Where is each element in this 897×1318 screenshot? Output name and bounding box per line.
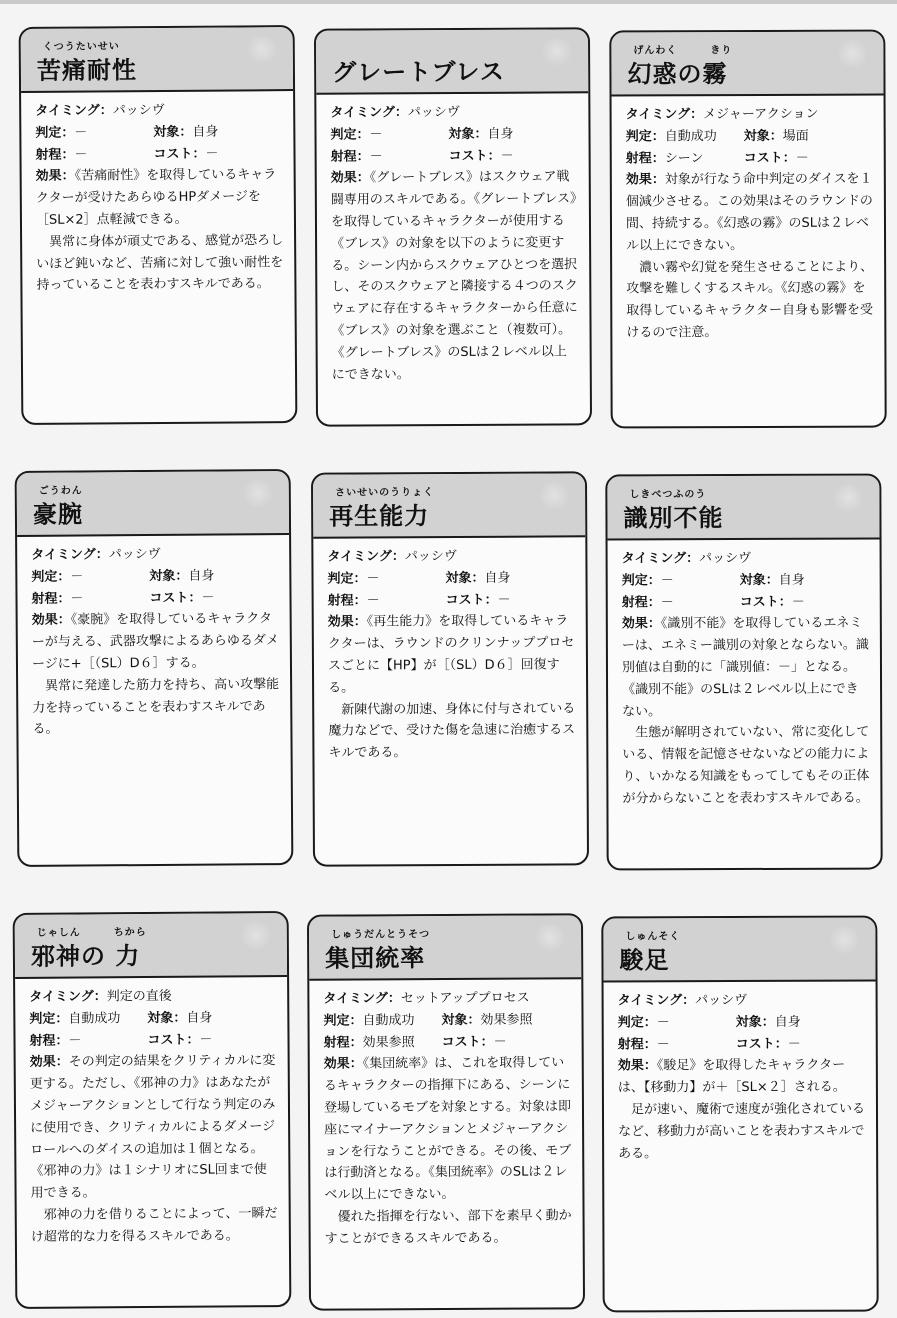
skill-card: [605, 474, 882, 871]
cost-value: －: [791, 594, 805, 610]
skill-title: 集団統率: [325, 944, 426, 973]
cost-value: －: [199, 1032, 213, 1048]
cost-label: コスト：: [735, 1036, 788, 1052]
check-label: 判定：: [625, 129, 665, 145]
range-value: －: [369, 148, 383, 165]
skill-card: [609, 30, 886, 429]
effect-label: 効果：: [327, 614, 367, 631]
target-value: 自身: [484, 570, 511, 586]
timing-label: タイミング：: [625, 107, 704, 123]
check-label: 判定：: [31, 569, 71, 585]
flavor-text: 異常に身体が頑丈である、感覚が恐ろしいほど鈍いなど、苦痛に対して強い耐性を持っていることを表わすスキルである。: [36, 232, 284, 294]
timing-value: セットアッププロセス: [400, 990, 530, 1007]
effect-label: 効果：: [617, 1058, 657, 1074]
effect-label: 効果：: [323, 1056, 363, 1073]
effect-label: 効果：: [35, 168, 75, 185]
check-label: 判定：: [621, 573, 661, 589]
range-label: 射程：: [31, 591, 71, 607]
cost-value: －: [205, 146, 219, 162]
range-label: 射程：: [330, 149, 370, 165]
target-value: 自身: [188, 568, 215, 584]
target-label: 対象：: [445, 570, 485, 586]
card-body: [618, 990, 867, 1165]
effect-label: 効果：: [31, 612, 71, 629]
check-value: －: [660, 573, 674, 589]
card-header: [611, 32, 883, 97]
target-label: 対象：: [149, 568, 189, 584]
cost-label: コスト：: [743, 150, 796, 166]
timing-label: タイミング：: [330, 105, 408, 121]
range-value: －: [366, 592, 380, 609]
skill-card: [13, 911, 292, 1309]
skill-title: グレートブレス: [332, 57, 505, 87]
skill-card: [314, 27, 592, 426]
timing-label: タイミング：: [327, 549, 405, 565]
card-body: [35, 99, 284, 297]
range-label: 射程：: [625, 150, 665, 167]
title-ruby: しゅんそく: [625, 931, 681, 943]
card-header: [313, 473, 585, 538]
title-ruby: しゅうだんとうそつ: [331, 929, 431, 941]
timing-value: パッシヴ: [699, 550, 752, 567]
card-header: [15, 913, 287, 979]
timing-label: タイミング：: [31, 547, 109, 563]
effect-text: 《苦痛耐性》を取得しているキャラクターが受けたあらゆるHPダメージを［SL×2］点軽減できる。: [35, 167, 277, 228]
title-ruby: じゃしん ちから: [36, 927, 147, 939]
check-value: －: [366, 571, 380, 587]
title-ruby: さいせいのうりょく: [335, 487, 435, 499]
range-label: 射程：: [327, 593, 367, 609]
target-value: 自身: [774, 1014, 801, 1030]
check-value: 自動成功: [664, 128, 717, 145]
page-top-edge: [0, 0, 897, 4]
flavor-text: 異常に発達した筋力を持ち、高い攻撃能力を持っていることを表わすスキルである。: [32, 676, 280, 738]
target-value: 効果参照: [480, 1012, 533, 1028]
range-value: 効果参照: [362, 1034, 415, 1051]
range-value: －: [74, 147, 88, 163]
card-body: [323, 987, 572, 1250]
target-label: 対象：: [147, 1010, 187, 1026]
cost-value: －: [787, 1036, 801, 1052]
timing-value: パッシヴ: [695, 992, 748, 1009]
timing-value: メジャーアクション: [703, 106, 819, 123]
skill-title: 邪神の 力: [30, 942, 141, 971]
card-body: [626, 104, 875, 345]
target-value: 自身: [487, 126, 514, 142]
flavor-text: 優れた指揮を行ない、部下を素早く動かすことができるスキルである。: [324, 1208, 572, 1247]
card-body: [31, 543, 280, 741]
check-value: －: [656, 1015, 670, 1031]
skill-card: [19, 25, 298, 425]
range-label: 射程：: [617, 1036, 657, 1053]
effect-label: 効果：: [330, 170, 370, 187]
target-label: 対象：: [448, 126, 488, 142]
title-ruby: しきべつふのう: [629, 489, 707, 501]
card-header: [309, 915, 581, 980]
card-header: [21, 27, 293, 93]
timing-label: タイミング：: [617, 993, 696, 1009]
cost-value: －: [493, 1034, 507, 1050]
cost-label: コスト：: [739, 594, 792, 610]
cost-label: コスト：: [448, 148, 501, 164]
target-label: 対象：: [735, 1014, 775, 1030]
check-label: 判定：: [29, 1011, 69, 1027]
cost-label: コスト：: [441, 1034, 494, 1050]
timing-value: 判定の直後: [106, 988, 172, 1005]
range-value: シーン: [664, 150, 704, 166]
skill-card: [15, 469, 294, 867]
effect-text: 《集団統率》は、これを取得しているキャラクターの指揮下にある、シーンに登場しているモブを対象とする。対象は即座にマイナーアクションとメジャーアクションを行なうことができる。その後、モブは行動済となる。《集団統率》のSLは２レベル以上にできない。: [323, 1055, 572, 1203]
cost-value: －: [795, 150, 809, 166]
effect-text: 《グレートブレス》はスクウェア戦闘専用のスキルである。《グレートブレス》を取得しているキャラクターが使用する《ブレス》の対象を以下のように変更する。シーン内からスクウェアひとつを選択し、そのスクウェアと隣接する４つのスクウェアに存在するキャラクターから任意に《ブレス》の対象を選ぶこと（複数可）。《グレートブレス》のSLは２レベル以上にできない。: [330, 169, 578, 383]
check-value: －: [369, 127, 383, 143]
skill-title: 識別不能: [623, 504, 724, 533]
effect-text: 《駿足》を取得したキャラクターは、【移動力】が＋［SL×２］される。: [617, 1058, 846, 1096]
skill-card: [601, 916, 878, 1313]
skill-card: [307, 913, 585, 1310]
check-label: 判定：: [617, 1015, 657, 1031]
effect-text: その判定の結果をクリティカルに変更する。ただし、《邪神の力》はあなたがメジャーアクションとして行なう判定のみに使用でき、クリティカルによるダメージロールへのダイスの追加は１個となる。《邪神の力》は１シナリオにSL回まで使用できる。: [29, 1053, 276, 1202]
title-ruby: ごうわん: [38, 485, 83, 497]
flavor-text: 新陳代謝の加速、身体に付与されている魔力などで、受けた傷を急速に治癒するスキルである。: [328, 700, 576, 761]
timing-label: タイミング：: [621, 551, 700, 567]
range-label: 射程：: [323, 1035, 363, 1051]
check-label: 判定：: [327, 571, 367, 587]
timing-label: タイミング：: [35, 103, 113, 119]
flavor-text: 足が速い、魔術で速度が強化されているなど、移動力が高いことを表わすスキルである。: [618, 1101, 866, 1162]
range-label: 射程：: [29, 1033, 69, 1049]
cost-label: コスト：: [153, 146, 206, 162]
skill-title: 幻惑の霧: [627, 60, 728, 89]
card-body: [330, 101, 579, 386]
cost-value: －: [201, 590, 215, 606]
card-body: [327, 545, 576, 764]
check-value: －: [74, 125, 88, 141]
card-header: [17, 471, 289, 537]
timing-label: タイミング：: [323, 991, 401, 1007]
skill-title: 豪腕: [32, 500, 84, 529]
skill-card: [311, 471, 589, 866]
target-label: 対象：: [739, 572, 779, 588]
timing-value: パッシヴ: [404, 548, 457, 565]
card-body: [29, 985, 279, 1248]
effect-label: 効果：: [29, 1054, 69, 1071]
flavor-text: 生態が解明されていない、常に変化している、情報を記憶させないなどの能力により、いかなる知識をもってしてもその正体が分からないことを表わすスキルである。: [622, 724, 870, 807]
range-value: －: [68, 1033, 82, 1049]
title-ruby: くつうたいせい: [42, 41, 120, 53]
card-body: [622, 548, 871, 810]
title-ruby: げんわく きり: [633, 45, 733, 57]
check-label: 判定：: [330, 127, 370, 143]
skill-title: 駿足: [619, 946, 670, 975]
range-label: 射程：: [621, 594, 661, 611]
cost-value: －: [500, 148, 514, 164]
target-label: 対象：: [153, 124, 193, 140]
cost-label: コスト：: [147, 1032, 200, 1048]
skill-title: 再生能力: [329, 502, 430, 531]
target-label: 対象：: [743, 128, 783, 144]
check-label: 判定：: [323, 1013, 363, 1029]
timing-value: パッシヴ: [108, 546, 161, 563]
effect-text: 対象が行なう命中判定のダイスを１個減少させる。この効果はそのラウンドの間、持続する。《幻惑の霧》のSLは２レベル以上にできない。: [625, 171, 873, 254]
check-value: －: [70, 569, 84, 585]
card-header: [603, 918, 875, 983]
check-label: 判定：: [35, 125, 75, 141]
effect-text: 《豪腕》を取得しているキャラクターが与える、武器攻撃によるあらゆるダメージに+［（SL）D６］する。: [31, 611, 279, 672]
card-header: [607, 476, 879, 541]
flavor-text: 邪神の力を借りることによって、一瞬だけ超常的な力を得るスキルである。: [30, 1206, 278, 1245]
check-value: 自動成功: [362, 1012, 415, 1029]
effect-text: 《再生能力》を取得しているキャラクターは、ラウンドのクリンナッププロセスごとに【HP】が［（SL）D６］回復する。: [327, 613, 575, 696]
cost-value: －: [497, 592, 511, 608]
target-value: 自身: [192, 124, 219, 140]
flavor-text: 濃い霧や幻覚を発生させることにより、攻撃を難しくするスキル。《幻惑の霧》を取得しているキャラクター自身も影響を受けるので注意。: [626, 259, 874, 341]
timing-value: パッシヴ: [407, 104, 460, 121]
timing-value: パッシヴ: [112, 102, 165, 119]
range-value: －: [656, 1036, 670, 1052]
target-value: 自身: [778, 572, 805, 588]
cost-label: コスト：: [445, 592, 498, 608]
range-label: 射程：: [35, 147, 75, 163]
range-value: －: [70, 591, 84, 607]
cost-label: コスト：: [149, 590, 202, 606]
range-value: －: [660, 594, 674, 610]
target-label: 対象：: [441, 1012, 481, 1028]
target-value: 場面: [782, 128, 809, 144]
timing-label: タイミング：: [29, 989, 107, 1005]
effect-label: 効果：: [625, 172, 665, 188]
card-header: [316, 29, 588, 94]
effect-label: 効果：: [621, 616, 661, 632]
effect-text: 《識別不能》を取得しているエネミーは、エネミー識別の対象とならない。識別値は自動的に「識別値：－」となる。《識別不能》のSLは２レベル以上にできない。: [621, 615, 869, 720]
skill-title: 苦痛耐性: [36, 56, 138, 85]
target-value: 自身: [186, 1010, 213, 1026]
check-value: 自動成功: [68, 1011, 121, 1027]
